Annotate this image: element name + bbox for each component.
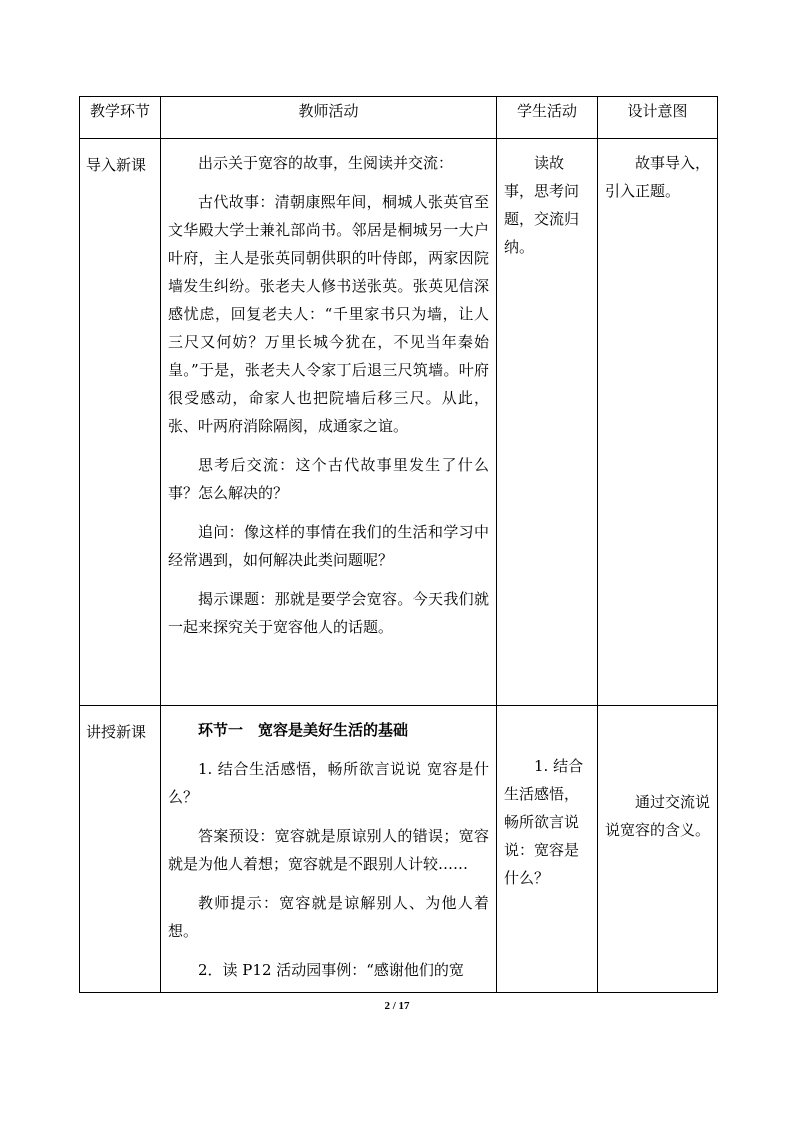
paragraph: 追问：像这样的事情在我们的生活和学习中经常遇到，如何解决此类问题呢？ xyxy=(168,523,489,569)
paragraph: 1. 结合生活感悟，畅所欲言说说 宽容是什么？ xyxy=(168,760,489,806)
stage-cell: 导入新课 xyxy=(80,139,161,706)
paragraph: 1. 结合生活感悟，畅所欲言说说：宽容是什么？ xyxy=(504,757,584,887)
table-row xyxy=(80,706,718,993)
teacher-activity-cell xyxy=(161,706,497,993)
table-row xyxy=(80,139,718,706)
table-header-row xyxy=(80,97,718,139)
header-design-intent: 设计意图 xyxy=(598,97,718,139)
header-teacher-activity: 教师活动 xyxy=(161,97,497,139)
student-activity-cell xyxy=(497,706,598,993)
paragraph: 读故事，思考问题，交流归纳。 xyxy=(504,154,580,256)
section-title: 环节一 宽容是美好生活的基础 xyxy=(198,721,409,739)
paragraph: 2．读 P12 活动园事例：“感谢他们的宽 xyxy=(198,961,464,979)
paragraph: 出示关于宽容的故事，生阅读并交流： xyxy=(198,154,454,172)
paragraph: 思考后交流：这个古代故事里发生了什么事？怎么解决的？ xyxy=(168,456,489,502)
paragraph: 教师提示：宽容就是谅解别人、为他人着想。 xyxy=(168,894,489,940)
header-student-activity: 学生活动 xyxy=(497,97,598,139)
paragraph: 古代故事：清朝康熙年间，桐城人张英官至文华殿大学士兼礼部尚书。邻居是桐城另一大户叶府，主人是张英同朝供职的叶侍郎，两家因院墙发生纠纷。张老夫人修书送张英。张英见信深感忧虑，回复老夫人：“千里家书只为墙，让人三尺又何妨？万里长城今犹在，不见当年秦始皇。”于是，张老夫人令家丁后退三尺筑墙。叶府很受感动，命家人也把院墙后移三尺。从此，张、叶两府消除隔阂，成通家之谊。 xyxy=(168,193,489,435)
paragraph: 通过交流说说宽容的含义。 xyxy=(605,793,711,839)
page-number: 2 / 17 xyxy=(384,1000,410,1012)
design-intent-cell xyxy=(598,139,718,706)
student-activity-cell xyxy=(497,139,598,706)
paragraph: 揭示课题：那就是要学会宽容。今天我们就一起来探究关于宽容他人的话题。 xyxy=(168,590,489,636)
design-intent-cell xyxy=(598,706,718,993)
stage-cell: 讲授新课 xyxy=(80,706,161,993)
lesson-plan-table xyxy=(79,96,718,993)
teacher-activity-cell xyxy=(161,139,497,706)
header-stage: 教学环节 xyxy=(80,97,161,139)
paragraph: 故事导入，引入正题。 xyxy=(605,154,711,200)
paragraph: 答案预设：宽容就是原谅别人的错误；宽容就是为他人着想；宽容就是不跟别人计较…… xyxy=(168,827,489,873)
